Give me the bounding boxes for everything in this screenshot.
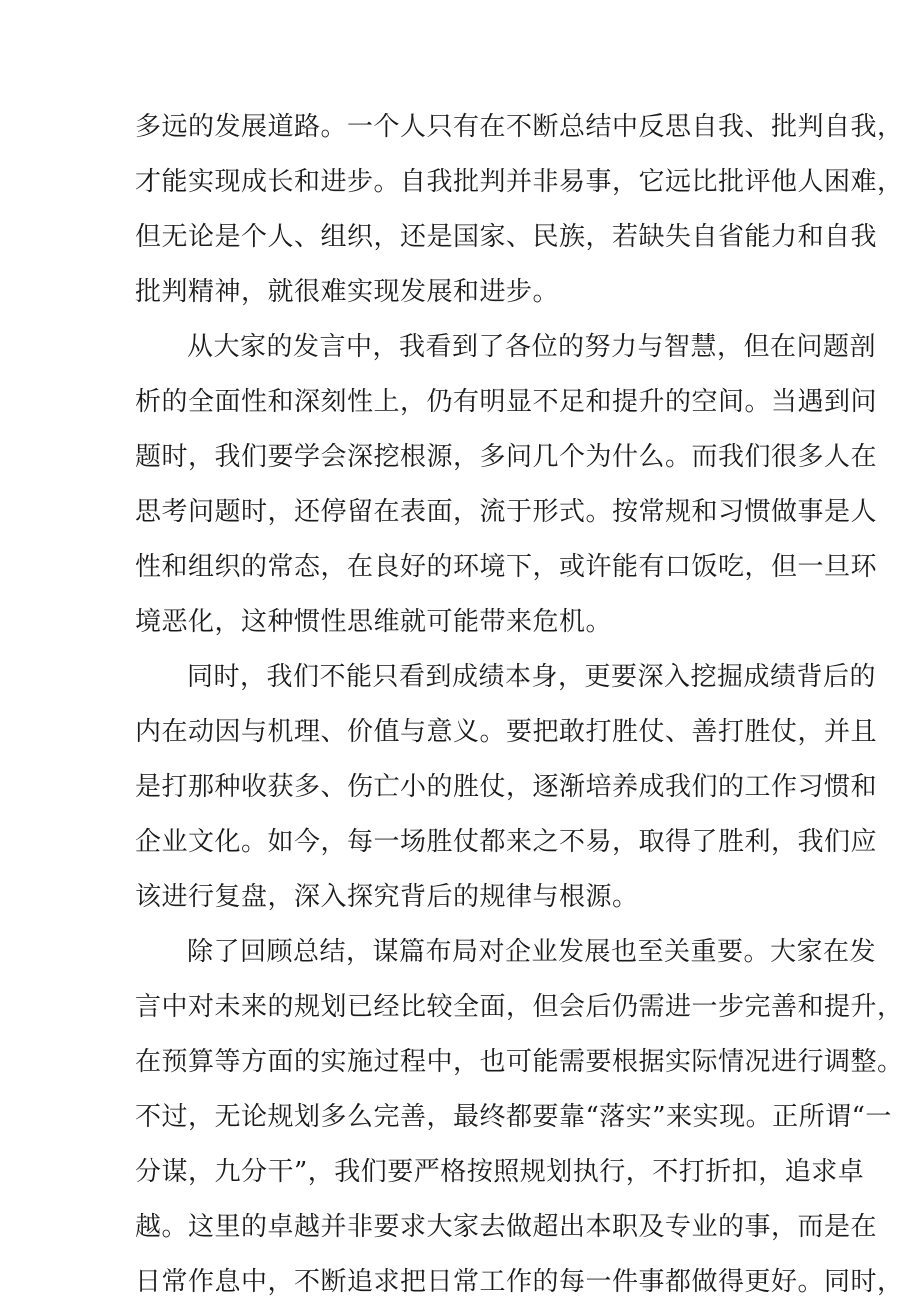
paragraph xyxy=(135,320,878,650)
document-body xyxy=(135,100,904,1310)
text-line: 内在动因与机理、价值与意义。要把敢打胜仗、善打胜仗，并且 xyxy=(135,717,878,747)
text-line: 日常作息中，不断追求把日常工作的每一件事都做得更好。同时， xyxy=(135,1267,904,1297)
text-line: 性和组织的常态，在良好的环境下，或许能有口饭吃，但一旦环 xyxy=(135,552,878,582)
text-line: 境恶化，这种惯性思维就可能带来危机。 xyxy=(135,607,613,637)
paragraph xyxy=(135,100,904,320)
text-line: 不过，无论规划多么完善，最终都要靠“落实”来实现。正所谓“一 xyxy=(135,1102,892,1132)
text-line: 该进行复盘，深入探究背后的规律与根源。 xyxy=(135,882,639,912)
text-line: 除了回顾总结，谋篇布局对企业发展也至关重要。大家在发 xyxy=(187,937,877,967)
text-line: 分谋，九分干”，我们要严格按照规划执行，不打折扣，追求卓 xyxy=(135,1157,865,1187)
text-line: 言中对未来的规划已经比较全面，但会后仍需进一步完善和提升， xyxy=(135,992,904,1022)
text-line: 从大家的发言中，我看到了各位的努力与智慧，但在问题剖 xyxy=(187,332,877,362)
text-line: 越。这里的卓越并非要求大家去做超出本职及专业的事，而是在 xyxy=(135,1212,878,1242)
paragraph xyxy=(135,650,878,925)
text-line: 企业文化。如今，每一场胜仗都来之不易，取得了胜利，我们应 xyxy=(135,827,878,857)
text-line: 析的全面性和深刻性上，仍有明显不足和提升的空间。当遇到问 xyxy=(135,387,878,417)
paragraph xyxy=(135,925,904,1310)
text-line: 同时，我们不能只看到成绩本身，更要深入挖掘成绩背后的 xyxy=(187,662,877,692)
text-line: 但无论是个人、组织，还是国家、民族，若缺失自省能力和自我 xyxy=(135,222,878,252)
text-line: 题时，我们要学会深挖根源，多问几个为什么。而我们很多人在 xyxy=(135,442,878,472)
text-line: 批判精神，就很难实现发展和进步。 xyxy=(135,277,560,307)
text-line: 在预算等方面的实施过程中，也可能需要根据实际情况进行调整。 xyxy=(135,1047,904,1077)
text-line: 思考问题时，还停留在表面，流于形式。按常规和习惯做事是人 xyxy=(135,497,878,527)
text-line: 才能实现成长和进步。自我批判并非易事，它远比批评他人困难， xyxy=(135,167,904,197)
text-line: 是打那种收获多、伤亡小的胜仗，逐渐培养成我们的工作习惯和 xyxy=(135,772,878,802)
text-line: 多远的发展道路。一个人只有在不断总结中反思自我、批判自我， xyxy=(135,112,904,142)
